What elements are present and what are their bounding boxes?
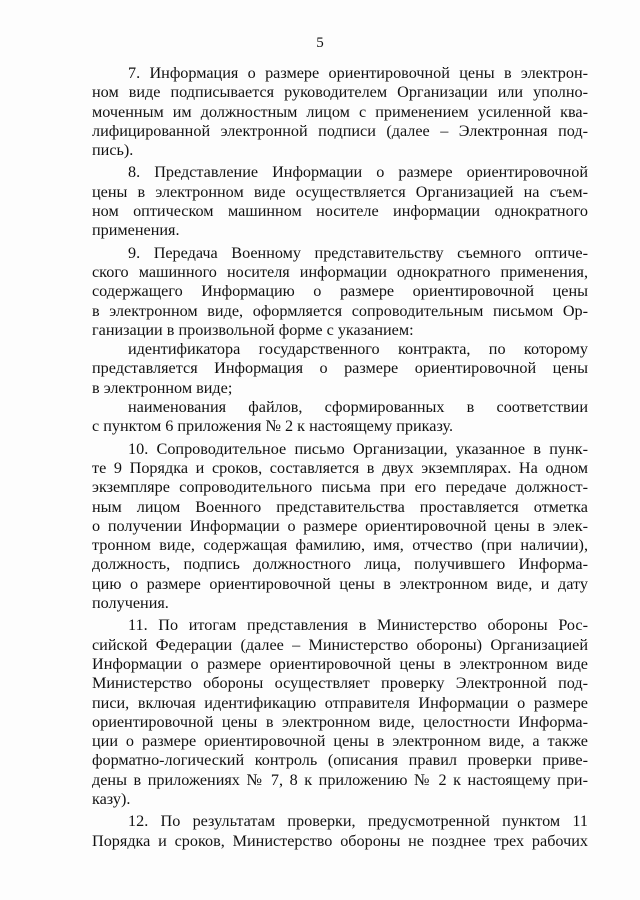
text-line: применения.: [92, 221, 180, 240]
text-line: те 9 Порядка и сроков, составляется в двух экземплярах. На одном: [92, 458, 588, 477]
text-line: наименования файлов, сформированных в соответствии: [128, 398, 588, 417]
text-line: ориентировочной цены в электронном виде, целостности Информа-: [92, 712, 588, 731]
text-line: 12. По результатам проверки, предусмотренной пунктом 11: [128, 812, 588, 831]
text-line: экземпляре сопроводительного письма при его передаче должност-: [92, 478, 588, 497]
text-line: Министерство обороны осуществляет проверку Электронной под-: [92, 674, 588, 693]
text-line: 8. Представление Информации о размере ориентировочной: [128, 163, 588, 182]
text-line: ном виде подписывается руководителем Организации или уполно-: [92, 83, 588, 102]
text-line: Порядка и сроков, Министерство обороны не позднее трех рабочих: [92, 831, 588, 850]
text-line: ции о размере ориентировочной цены в электронном виде, а также: [92, 732, 588, 751]
text-line: в электронном виде;: [92, 378, 233, 397]
text-line: представляется Информация о размере ориентировочной цены: [92, 359, 588, 378]
text-line: писи, включая идентификацию отправителя Информации о размере: [92, 693, 588, 712]
text-line: идентификатора государственного контракта, по которому: [128, 340, 588, 359]
text-line: 7. Информация о размере ориентировочной цены в электрон-: [128, 64, 588, 82]
text-line: сийской Федерации (далее – Министерство обороны) Организацией: [92, 635, 588, 654]
text-line: казу).: [92, 789, 131, 808]
text-line: цены в электронном виде осуществляется Организацией на съем-: [92, 182, 588, 201]
text-line: 10. Сопроводительное письмо Организации, указанное в пунк-: [128, 439, 588, 458]
text-line: о получении Информации о размере ориентировочной цены в элек-: [92, 516, 588, 535]
text-line: дены в приложениях № 7, 8 к приложению № 2 к настоящему при-: [92, 770, 588, 789]
text-line: лифицированной электронной подписи (далее – Электронная под-: [92, 121, 588, 140]
text-line: ганизации в произвольной форме с указанием:: [92, 320, 414, 339]
text-line: должность, подпись должностного лица, получившего Информа-: [92, 555, 588, 574]
text-line: с пунктом 6 приложения № 2 к настоящему приказу.: [92, 417, 454, 436]
text-line: цию о размере ориентировочной цены в электронном виде, и дату: [92, 574, 588, 593]
page-number: 5: [316, 35, 324, 51]
text-line: получения.: [92, 594, 169, 613]
document-body: [92, 64, 588, 851]
text-line: ном оптическом машинном носителе информации однократного: [92, 202, 588, 221]
text-line: в электронном виде, оформляется сопроводительным письмом Ор-: [92, 301, 588, 320]
text-line: моченным им должностным лицом с применением усиленной ква-: [92, 102, 588, 121]
text-line: тронном виде, содержащая фамилию, имя, отчество (при наличии),: [92, 536, 588, 555]
text-line: содержащего Информацию о размере ориентировочной цены: [92, 282, 588, 301]
text-line: Информации о размере ориентировочной цены в электронном виде: [92, 654, 588, 673]
text-line: ского машинного носителя информации однократного применения,: [92, 262, 588, 281]
text-line: 11. По итогам представления в Министерство обороны Рос-: [128, 616, 588, 635]
text-line: форматно-логический контроль (описания правил проверки приве-: [92, 751, 588, 770]
text-line: 9. Передача Военному представительству съемного оптиче-: [128, 243, 588, 262]
text-line: ным лицом Военного представительства проставляется отметка: [92, 497, 588, 516]
text-line: пись).: [92, 141, 134, 160]
